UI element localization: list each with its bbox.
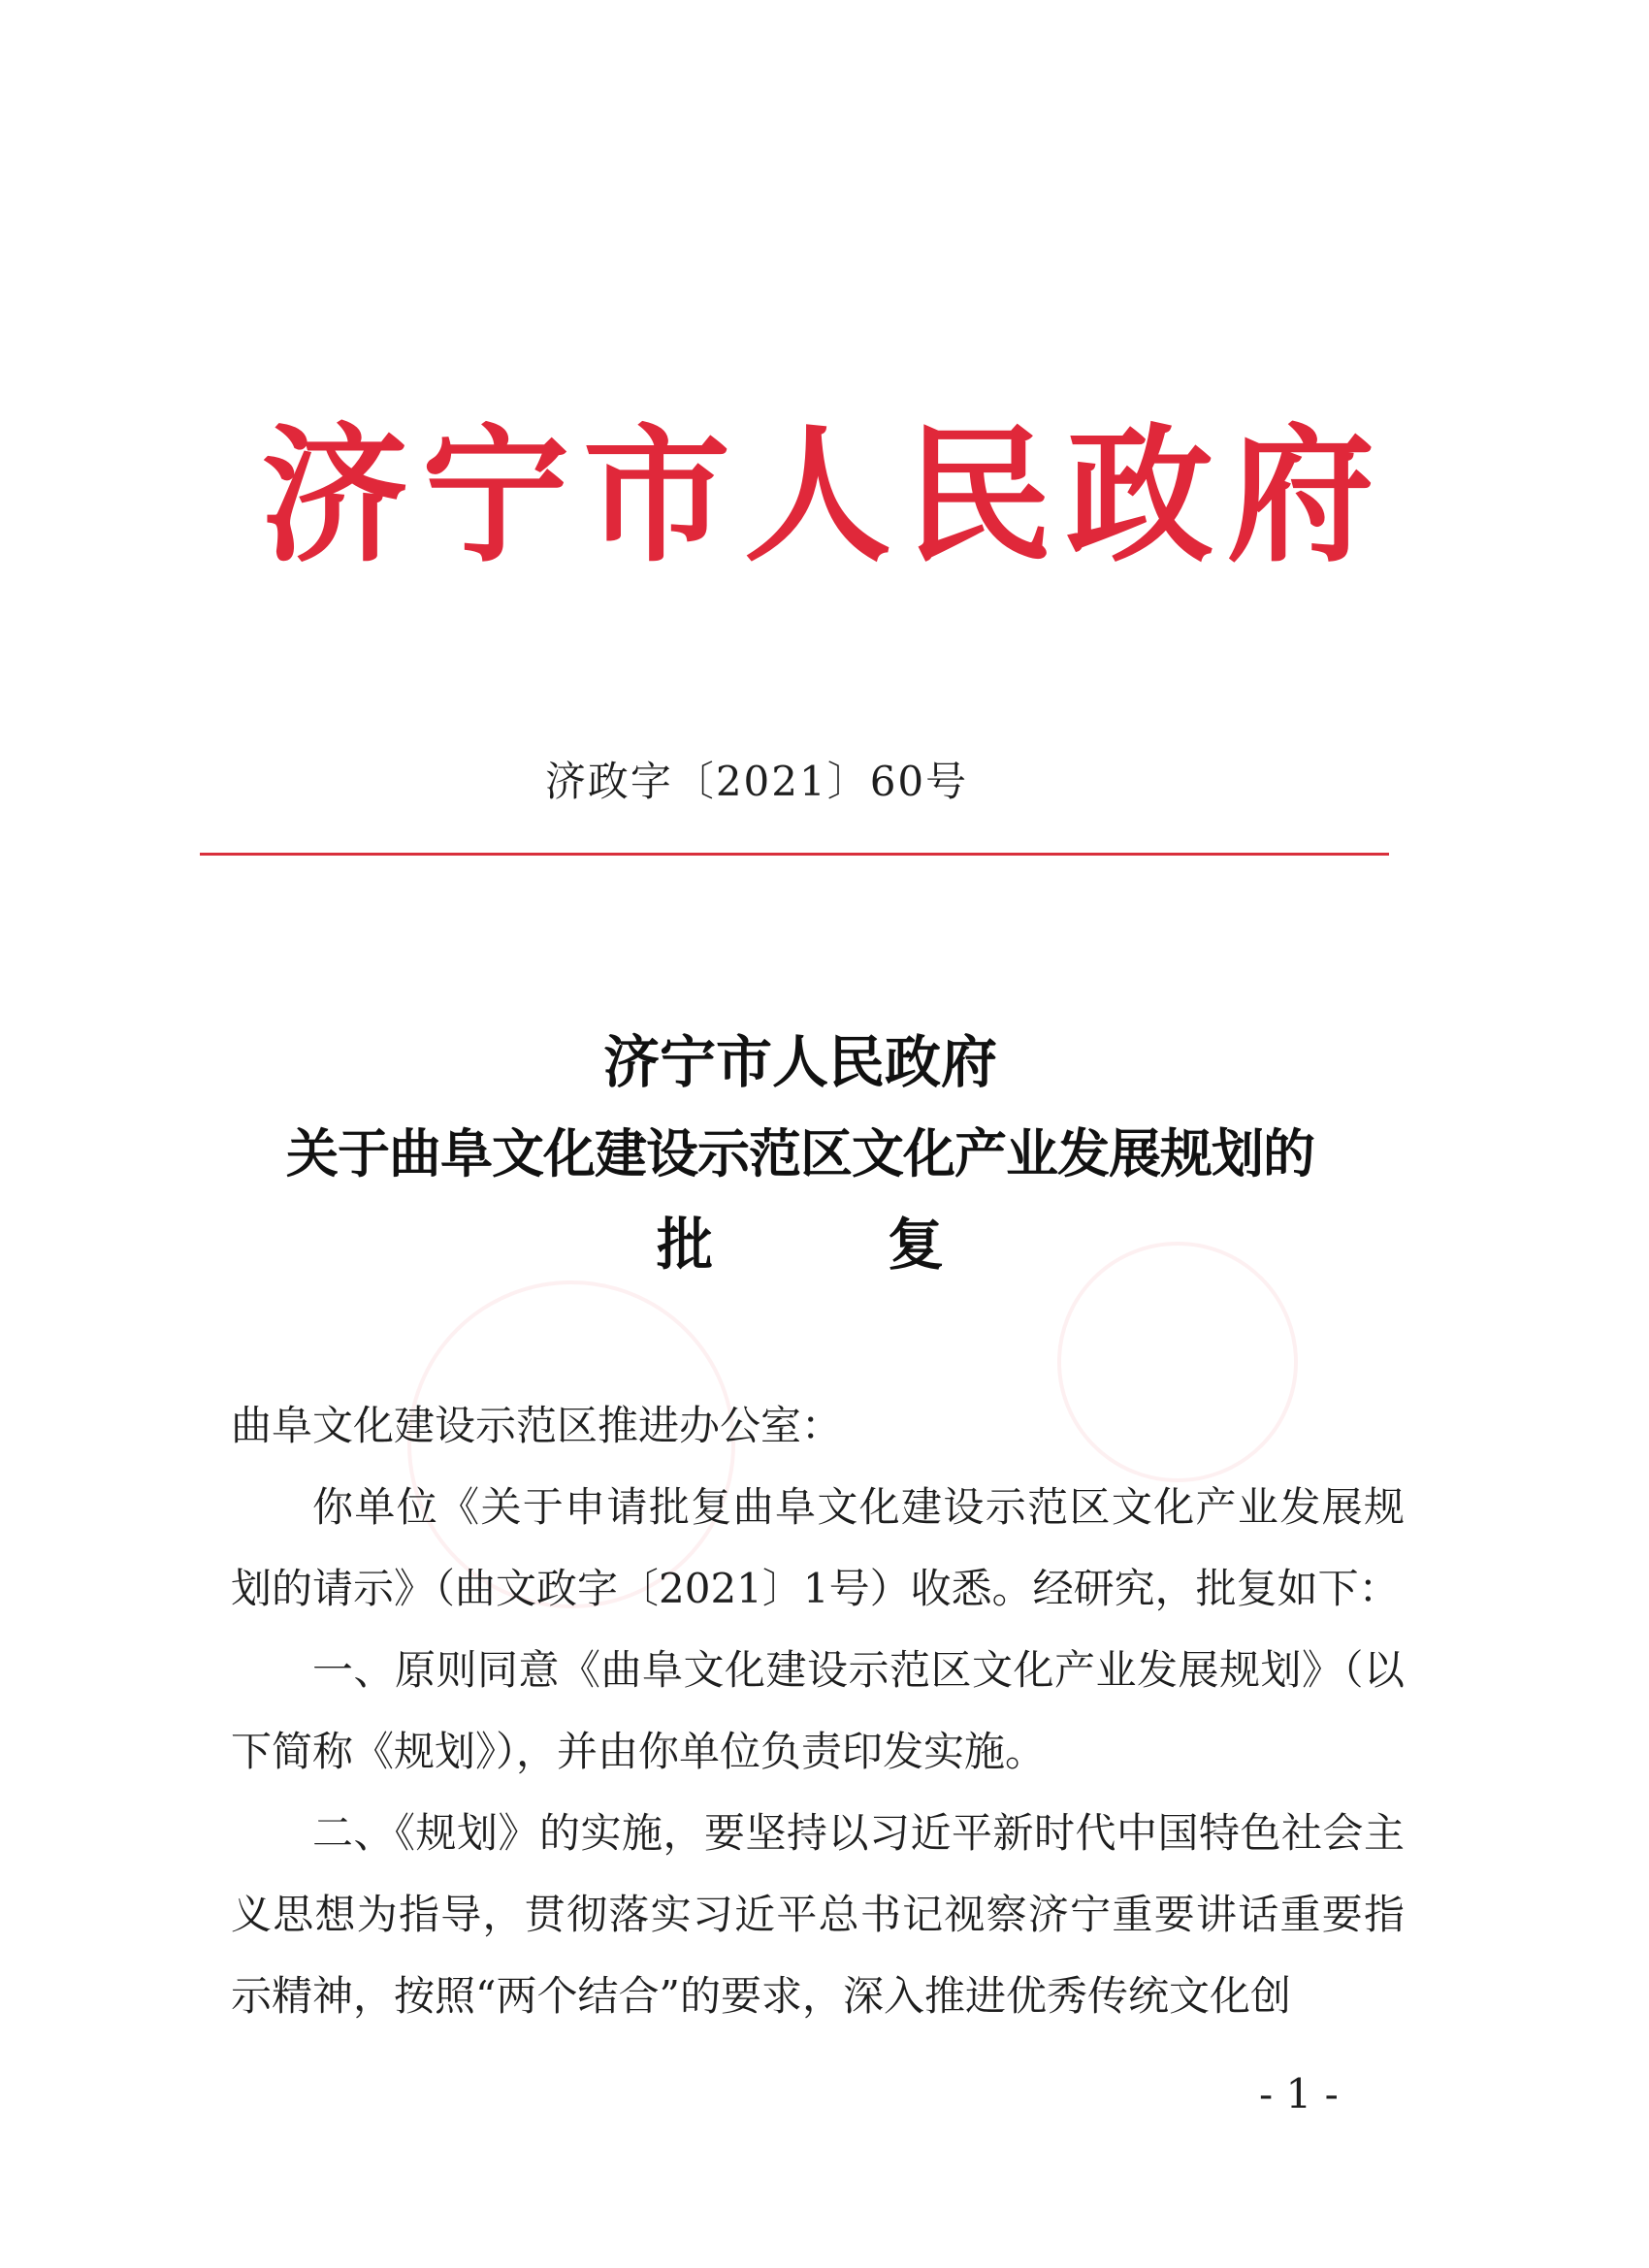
issuing-organization-header: 济宁市人民政府 — [261, 408, 1388, 582]
title-line-subject: 关于曲阜文化建设示范区文化产业发展规划的 — [286, 1122, 1314, 1184]
body-paragraph-3: 二、《规划》的实施，要坚持以习近平新时代中国特色社会主义思想为指导，贯彻落实习近平总书记视察济宁重要讲话重要指示精神，按照“两个结合”的要求，深入推进优秀传统文化创 — [231, 1809, 1405, 2020]
title-line-type: 批复 — [656, 1212, 1118, 1278]
document-title — [0, 1017, 1600, 1290]
document-body — [231, 1385, 1405, 2037]
body-paragraph-2: 一、原则同意《曲阜文化建设示范区文化产业发展规划》（以下简称《规划》），并由你单位负责印发实施。 — [231, 1646, 1405, 1775]
document-number: 济政字〔2021〕60号 — [544, 758, 969, 805]
page-number: - 1 - — [1259, 2070, 1339, 2118]
title-line-organization: 济宁市人民政府 — [602, 1029, 997, 1095]
salutation: 曲阜文化建设示范区推进办公室： — [231, 1402, 843, 1449]
red-divider-line — [200, 853, 1389, 856]
body-paragraph-1: 你单位《关于申请批复曲阜文化建设示范区文化产业发展规划的请示》（曲文政字〔2021〕1号）收悉。经研究，批复如下： — [231, 1483, 1405, 1612]
